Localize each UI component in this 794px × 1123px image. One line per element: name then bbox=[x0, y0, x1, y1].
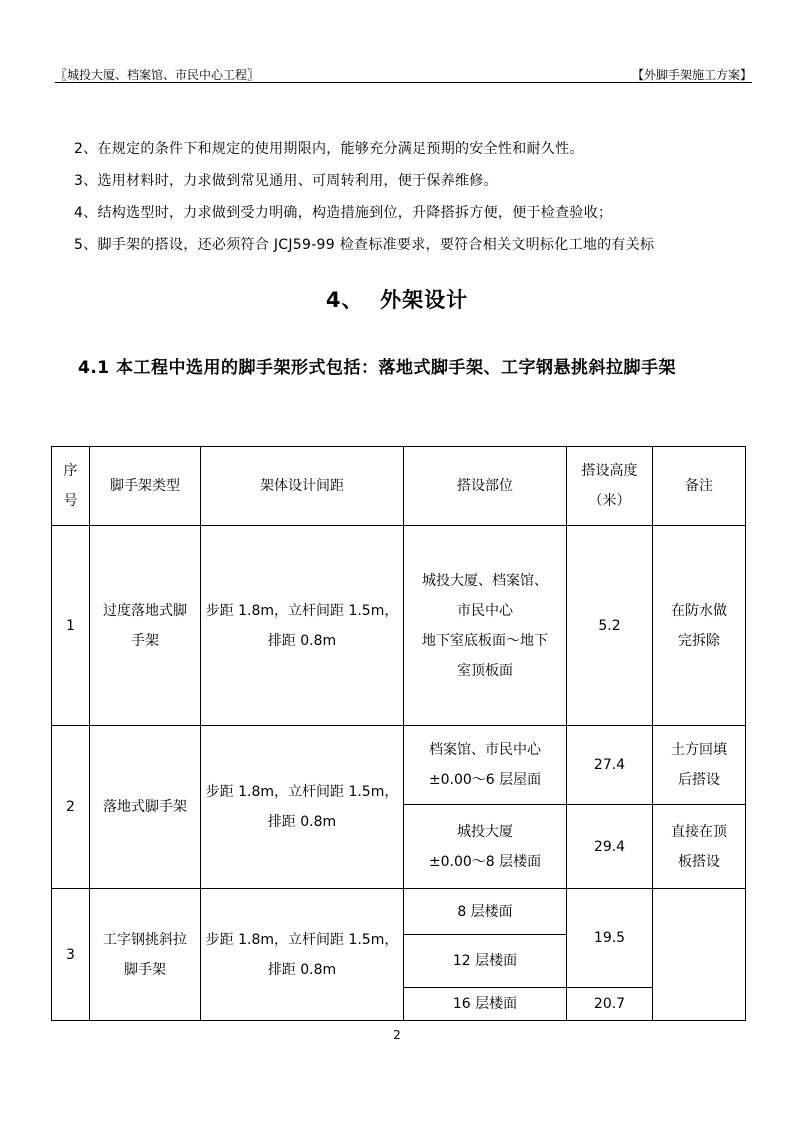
requirements-list bbox=[74, 133, 754, 261]
cell-location: 城投大厦 ±0.00～8 层楼面 bbox=[404, 805, 567, 889]
header-location: 搭设部位 bbox=[404, 447, 567, 526]
cell-remark: 直接在顶 板搭设 bbox=[653, 805, 746, 889]
cell-type: 过度落地式脚 手架 bbox=[90, 526, 201, 726]
list-item: 3、选用材料时，力求做到常见通用、可周转利用，便于保养维修。 bbox=[74, 173, 498, 189]
table-header-row bbox=[52, 447, 746, 526]
table-row bbox=[52, 726, 746, 805]
cell-remark: 土方回填 后搭设 bbox=[653, 726, 746, 805]
header-project-name: 〖城投大厦、档案馆、市民中心工程〗 bbox=[55, 68, 260, 82]
cell-location: 8 层楼面 bbox=[404, 889, 567, 935]
list-item: 4、结构选型时，力求做到受力明确，构造措施到位，升降搭拆方便，便于检查验收； bbox=[74, 205, 613, 221]
cell-location: 12 层楼面 bbox=[404, 935, 567, 988]
cell-height: 27.4 bbox=[567, 726, 653, 805]
page-number: 2 bbox=[393, 1028, 401, 1042]
cell-spacing: 步距 1.8m，立杆间距 1.5m， 排距 0.8m bbox=[201, 526, 404, 726]
cell-no: 1 bbox=[52, 526, 90, 726]
cell-location: 16 层楼面 bbox=[404, 988, 567, 1021]
section-title: 4、 外架设计 bbox=[325, 288, 469, 312]
list-item: 2、在规定的条件下和规定的使用期限内，能够充分满足预期的安全性和耐久性。 bbox=[74, 141, 584, 157]
header-spacing: 架体设计间距 bbox=[201, 447, 404, 526]
header-remark: 备注 bbox=[653, 447, 746, 526]
scaffold-table bbox=[51, 446, 746, 1021]
cell-height: 5.2 bbox=[567, 526, 653, 726]
table-row bbox=[52, 889, 746, 935]
header-document-title: 【外脚手架施工方案】 bbox=[631, 68, 752, 82]
cell-type: 工字钢挑斜拉 脚手架 bbox=[90, 889, 201, 1021]
cell-no: 3 bbox=[52, 889, 90, 1021]
header-type: 脚手架类型 bbox=[90, 447, 201, 526]
cell-location: 城投大厦、档案馆、 市民中心 地下室底板面～地下 室顶板面 bbox=[404, 526, 567, 726]
cell-spacing: 步距 1.8m，立杆间距 1.5m， 排距 0.8m bbox=[201, 726, 404, 889]
list-item: 5、脚手架的搭设，还必须符合 JCJ59-99 检查标准要求，要符合相关文明标化工地的有关标 bbox=[74, 237, 655, 253]
cell-type: 落地式脚手架 bbox=[90, 726, 201, 889]
cell-height: 29.4 bbox=[567, 805, 653, 889]
cell-height: 19.5 bbox=[567, 889, 653, 988]
header-height: 搭设高度 （米） bbox=[567, 447, 653, 526]
subsection-title: 4.1 本工程中选用的脚手架形式包括：落地式脚手架、工字钢悬挑斜拉脚手架 bbox=[78, 358, 677, 378]
cell-height: 20.7 bbox=[567, 988, 653, 1021]
page-header bbox=[55, 64, 752, 83]
cell-location: 档案馆、市民中心 ±0.00～6 层屋面 bbox=[404, 726, 567, 805]
cell-spacing: 步距 1.8m，立杆间距 1.5m， 排距 0.8m bbox=[201, 889, 404, 1021]
table-row bbox=[52, 526, 746, 726]
header-no: 序 号 bbox=[52, 447, 90, 526]
cell-remark: 在防水做 完拆除 bbox=[653, 526, 746, 726]
cell-no: 2 bbox=[52, 726, 90, 889]
cell-remark bbox=[653, 889, 746, 1021]
